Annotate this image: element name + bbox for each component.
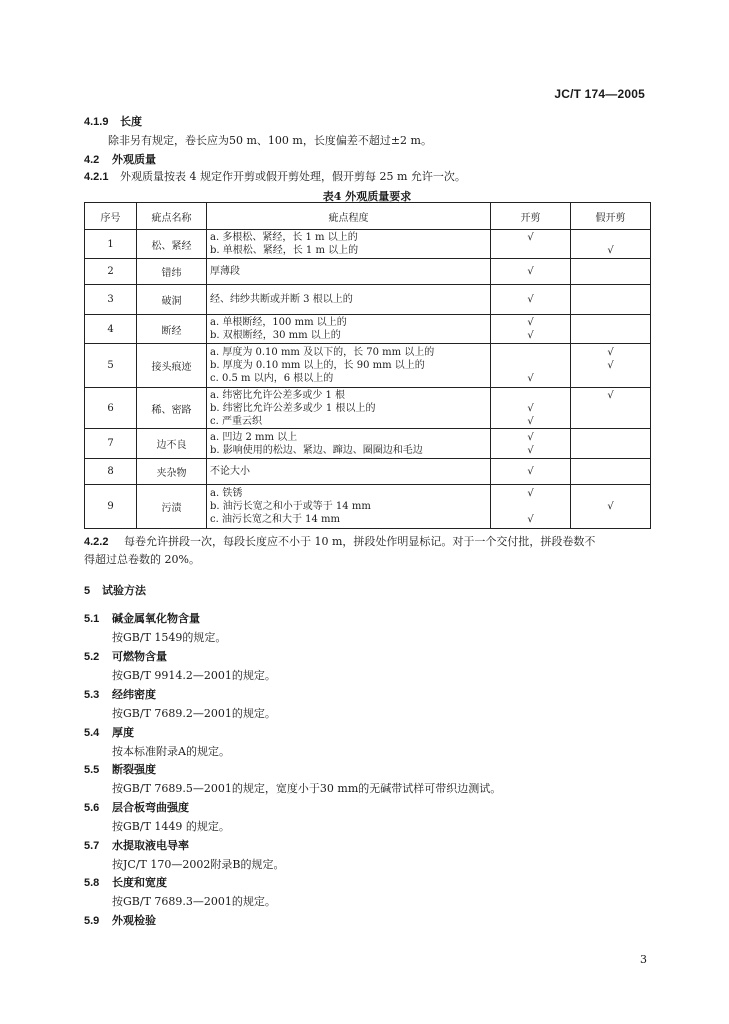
false-cut-marks (571, 259, 651, 285)
defect-degree-item: c. 严重云织 (210, 415, 262, 427)
check-mark (494, 500, 567, 513)
defect-degree-item: 厚薄段 (210, 266, 240, 277)
clause-4-2-1 (84, 170, 466, 184)
false-cut-marks (571, 344, 651, 388)
table-row (85, 344, 651, 388)
check-mark (574, 265, 647, 278)
check-mark: √ (527, 373, 534, 384)
clause-4-1-9-body: 除非另有规定，卷长应为50 m、100 m，长度偏差不超过±2 m。 (108, 134, 432, 147)
check-mark (574, 465, 647, 478)
clause-number: 5.5 (84, 764, 100, 776)
check-mark (574, 487, 647, 500)
test-clause-body: 按GB/T 1549的规定。 (112, 631, 227, 644)
table-row (85, 230, 651, 259)
clause-title: 水提取液电导率 (112, 839, 189, 852)
test-clause-heading (84, 688, 156, 702)
table-row (85, 388, 651, 429)
defect-degree-item: b. 影响使用的松边、紧边、蹿边、圈圈边和毛边 (210, 444, 423, 456)
clause-number: 4.1.9 (84, 116, 109, 128)
table-caption: 表4 外观质量要求 (322, 190, 412, 203)
row-number: 4 (85, 315, 137, 344)
check-mark: √ (607, 389, 614, 401)
section-title: 试验方法 (102, 584, 146, 597)
standard-number: JC/T 174—2005 (554, 87, 645, 101)
defect-name: 破洞 (137, 285, 207, 315)
check-mark (574, 431, 647, 444)
defect-degree-item: 不论大小 (210, 466, 250, 477)
table-row (85, 459, 651, 485)
clause-number: 5.4 (84, 727, 100, 739)
check-mark (574, 329, 647, 342)
test-clause-heading (84, 801, 189, 815)
table-row (85, 315, 651, 344)
check-mark: √ (527, 444, 534, 456)
defect-degree-item: b. 厚度为 0.10 mm 以上的，长 90 mm 以上的 (210, 360, 425, 371)
clause-4-2-2-line1 (84, 535, 595, 549)
defect-name: 夹杂物 (137, 459, 207, 485)
defect-degree (207, 259, 491, 285)
defect-degree-item: b. 纬密比允许公差多或少 1 根以上的 (210, 402, 376, 414)
clause-title: 经纬密度 (112, 688, 156, 701)
defect-degree (207, 388, 491, 429)
clause-number: 5.9 (84, 915, 100, 927)
false-cut-marks (571, 459, 651, 485)
clause-title: 碱金属氧化物含量 (112, 612, 200, 625)
header-defect-degree: 疵点程度 (207, 203, 491, 230)
clause-number: 5.2 (84, 651, 100, 663)
false-cut-marks (571, 315, 651, 344)
header-no: 序号 (85, 203, 137, 230)
row-number: 2 (85, 259, 137, 285)
test-clause-body: 按本标准附录A的规定。 (112, 745, 230, 758)
test-clause-heading (84, 914, 156, 928)
clause-number: 5.3 (84, 689, 100, 701)
defect-degree-item: a. 单根断经，100 mm 以上的 (210, 317, 347, 328)
clause-title: 外观检验 (112, 914, 156, 927)
cut-marks (491, 429, 571, 459)
header-false-cut: 假开剪 (571, 203, 651, 230)
check-mark (494, 359, 567, 372)
check-mark: √ (607, 245, 614, 256)
defect-degree-item: b. 单根松、紧经，长 1 m 以上的 (210, 245, 359, 256)
defect-name: 接头痕迹 (137, 344, 207, 388)
defect-degree-item: c. 油污长宽之和大于 14 mm (210, 514, 341, 525)
check-mark: √ (527, 294, 534, 305)
defect-degree (207, 459, 491, 485)
cut-marks (491, 388, 571, 429)
check-mark: √ (607, 501, 614, 512)
check-mark: √ (527, 266, 534, 277)
clause-title: 厚度 (112, 726, 134, 739)
row-number: 1 (85, 230, 137, 259)
clause-title: 层合板弯曲强度 (112, 801, 189, 814)
check-mark (574, 372, 647, 385)
false-cut-marks (571, 429, 651, 459)
clause-number: 5.6 (84, 802, 100, 814)
test-clause-heading (84, 650, 167, 664)
check-mark: √ (527, 431, 534, 443)
cut-marks (491, 344, 571, 388)
test-clause-body: 按GB/T 9914.2—2001的规定。 (112, 669, 276, 682)
defect-degree-item: b. 双根断经，30 mm 以上的 (210, 330, 341, 341)
check-mark (574, 293, 647, 306)
defect-name: 稀、密路 (137, 388, 207, 429)
defect-degree-item: b. 油污长宽之和小于或等于 14 mm (210, 501, 371, 512)
test-clause-body: 按GB/T 7689.5—2001的规定，宽度小于30 mm的无碱带试样可带织边测试。 (112, 782, 502, 795)
clause-number: 5.7 (84, 840, 100, 852)
test-clause-heading (84, 763, 156, 777)
check-mark: √ (527, 466, 534, 477)
cut-marks (491, 485, 571, 529)
row-number: 7 (85, 429, 137, 459)
defect-degree-item: 经、纬纱共断或并断 3 根以上的 (210, 294, 353, 305)
defect-degree-item: a. 凹边 2 mm 以上 (210, 431, 298, 443)
false-cut-marks (571, 230, 651, 259)
defect-name: 污渍 (137, 485, 207, 529)
clause-number: 4.2.1 (84, 171, 109, 183)
test-clause-body: 按GB/T 1449 的规定。 (112, 820, 230, 833)
check-mark: √ (527, 402, 534, 414)
clause-title: 断裂强度 (112, 763, 156, 776)
defect-name: 边不良 (137, 429, 207, 459)
clause-number: 5.1 (84, 613, 100, 625)
test-clause-heading (84, 839, 189, 853)
appearance-quality-table (84, 202, 651, 529)
check-mark: √ (527, 415, 534, 427)
table-header-row (85, 203, 651, 230)
test-clause-heading (84, 612, 200, 626)
clause-title: 长度和宽度 (112, 876, 167, 889)
false-cut-marks (571, 485, 651, 529)
clause-title: 长度 (120, 115, 142, 128)
check-mark (574, 316, 647, 329)
table-row (85, 485, 651, 529)
check-mark: √ (527, 488, 534, 499)
false-cut-marks (571, 285, 651, 315)
clause-4-2-2-line2: 得超过总卷数的 20%。 (84, 553, 200, 566)
defect-degree (207, 344, 491, 388)
defect-name: 断经 (137, 315, 207, 344)
defect-degree (207, 285, 491, 315)
section-5-heading (84, 584, 146, 598)
cut-marks (491, 230, 571, 259)
defect-degree-item: a. 多根松、紧经，长 1 m 以上的 (210, 232, 358, 243)
test-clause-heading (84, 876, 167, 890)
clause-title: 外观质量 (112, 153, 156, 166)
check-mark: √ (607, 347, 614, 358)
table-row (85, 259, 651, 285)
check-mark: √ (527, 232, 534, 243)
check-mark (574, 402, 647, 415)
defect-degree (207, 429, 491, 459)
table-row (85, 285, 651, 315)
check-mark (574, 444, 647, 457)
clause-body: 每卷允许拼段一次，每段长度应不小于 10 m，拼段处作明显标记。对于一个交付批，拼段卷数不 (124, 535, 596, 548)
defect-degree (207, 230, 491, 259)
page-number: 3 (640, 953, 647, 966)
row-number: 5 (85, 344, 137, 388)
defect-name: 松、紧经 (137, 230, 207, 259)
check-mark (574, 513, 647, 526)
cut-marks (491, 459, 571, 485)
check-mark: √ (607, 360, 614, 371)
defect-name: 错纬 (137, 259, 207, 285)
check-mark (574, 231, 647, 244)
clause-number: 5.8 (84, 877, 100, 889)
row-number: 8 (85, 459, 137, 485)
row-number: 6 (85, 388, 137, 429)
table-row (85, 429, 651, 459)
test-clause-body: 按GB/T 7689.3—2001的规定。 (112, 895, 276, 908)
cut-marks (491, 315, 571, 344)
check-mark (574, 415, 647, 428)
check-mark: √ (527, 330, 534, 341)
check-mark (494, 244, 567, 257)
test-clause-body: 按JC/T 170—2002附录B的规定。 (112, 858, 285, 871)
clause-number: 4.2.2 (84, 536, 109, 548)
clause-4-2-heading (84, 153, 156, 167)
test-clause-heading (84, 726, 134, 740)
check-mark: √ (527, 317, 534, 328)
header-defect-name: 疵点名称 (137, 203, 207, 230)
header-cut: 开剪 (491, 203, 571, 230)
clause-4-1-9-heading (84, 115, 142, 129)
clause-title: 可燃物含量 (112, 650, 167, 663)
row-number: 3 (85, 285, 137, 315)
test-clause-body: 按GB/T 7689.2—2001的规定。 (112, 707, 276, 720)
defect-degree (207, 315, 491, 344)
defect-degree (207, 485, 491, 529)
cut-marks (491, 285, 571, 315)
clause-body: 外观质量按表 4 规定作开剪或假开剪处理，假开剪每 25 m 允许一次。 (120, 170, 466, 183)
cut-marks (491, 259, 571, 285)
defect-degree-item: a. 厚度为 0.10 mm 及以下的，长 70 mm 以上的 (210, 347, 435, 358)
clause-number: 4.2 (84, 154, 100, 166)
defect-degree-item: a. 纬密比允许公差多或少 1 根 (210, 389, 346, 401)
check-mark (494, 346, 567, 359)
row-number: 9 (85, 485, 137, 529)
false-cut-marks (571, 388, 651, 429)
defect-degree-item: a. 铁锈 (210, 488, 243, 499)
section-number: 5 (84, 585, 91, 597)
check-mark: √ (527, 514, 534, 525)
defect-degree-item: c. 0.5 m 以内，6 根以上的 (210, 373, 334, 384)
check-mark (494, 389, 567, 402)
